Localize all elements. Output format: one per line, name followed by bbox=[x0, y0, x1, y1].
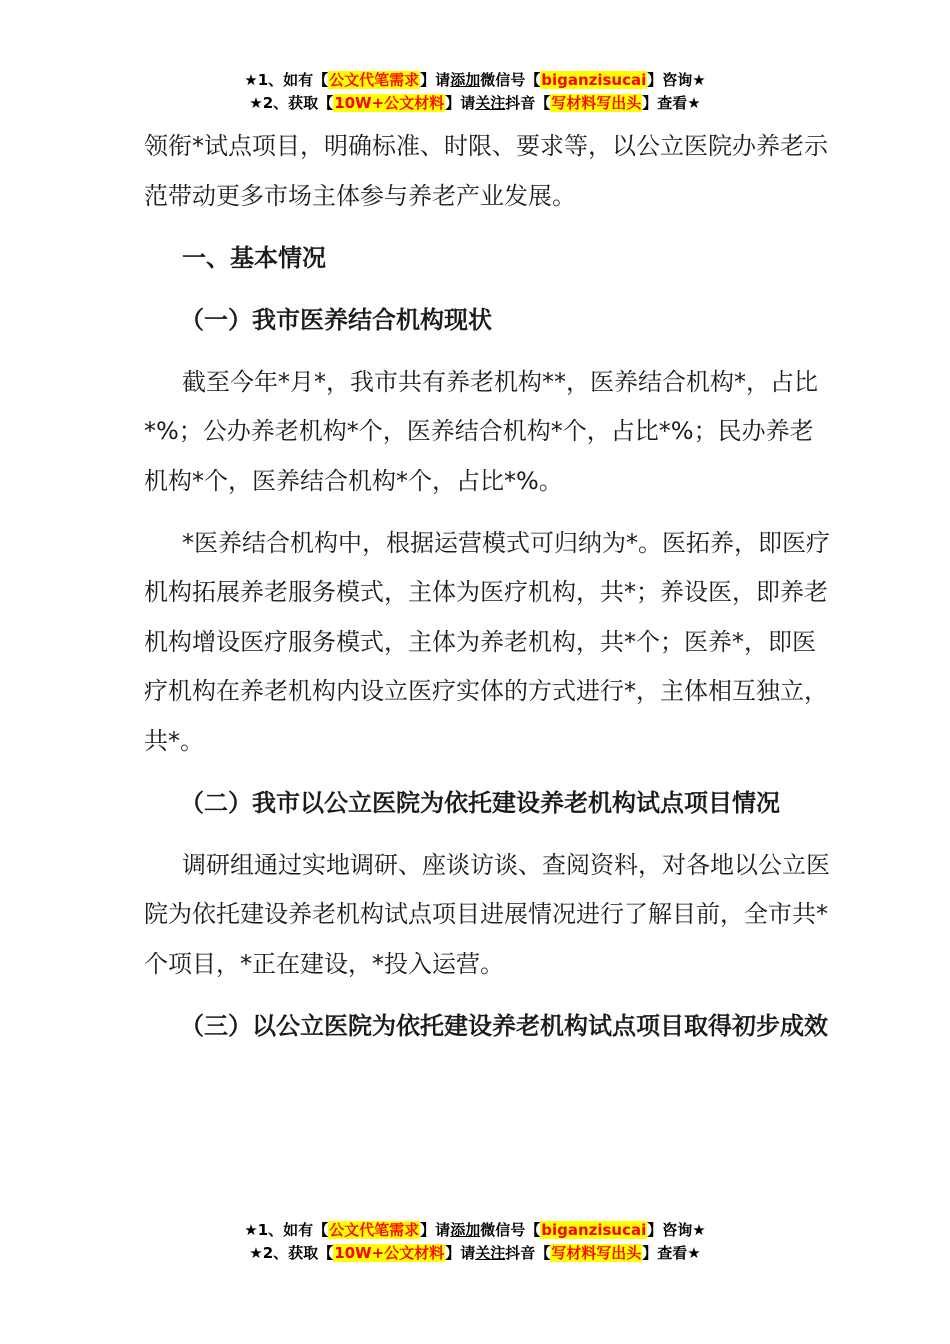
highlight-materials: 10W+公文材料 bbox=[334, 94, 445, 112]
highlight-service: 公文代笔需求 bbox=[329, 71, 420, 89]
paragraph-pilot-projects: 调研组通过实地调研、座谈访谈、查阅资料，对各地以公立医院为依托建设养老机构试点项目进展情况进行了解目前，全市共*个项目，*正在建设，*投入运营。 bbox=[144, 850, 830, 978]
continuation-paragraph: 领衔*试点项目，明确标准、时限、要求等，以公立医院办养老示范带动更多市场主体参与养老产业发展。 bbox=[144, 132, 828, 210]
banner-line-1: ★1、如有【公文代笔需求】请添加微信号【biganzisucai】咨询★ bbox=[244, 1221, 706, 1239]
banner-line-2: ★2、获取【10W+公文材料】请关注抖音【写材料写出头】查看★ bbox=[249, 94, 701, 112]
section-heading-basic-situation: 一、基本情况 bbox=[182, 243, 326, 272]
subsection-heading-1: （一）我市医养结合机构现状 bbox=[180, 305, 492, 334]
subsection-heading-2: （二）我市以公立医院为依托建设养老机构试点项目情况 bbox=[180, 788, 780, 817]
banner-line-2: ★2、获取【10W+公文材料】请关注抖音【写材料写出头】查看★ bbox=[249, 1244, 701, 1262]
header-banner bbox=[0, 69, 950, 115]
paragraph-institution-stats: 截至今年*月*，我市共有养老机构**，医养结合机构*，占比*%；公办养老机构*个，医养结合机构*个，占比*%；民办养老机构*个，医养结合机构*个，占比*%。 bbox=[144, 367, 818, 495]
document-body bbox=[144, 122, 834, 1051]
highlight-wechat-id: biganzisucai bbox=[541, 71, 647, 89]
highlight-materials: 10W+公文材料 bbox=[334, 1244, 445, 1262]
highlight-wechat-id: biganzisucai bbox=[541, 1221, 647, 1239]
highlight-douyin: 写材料写出头 bbox=[551, 94, 642, 112]
paragraph-operating-modes: *医养结合机构中，根据运营模式可归纳为*。医拓养，即医疗机构拓展养老服务模式，主体为医疗机构，共*；养设医，即养老机构增设医疗服务模式，主体为养老机构，共*个；医养*，即医疗机构在养老机构内设立医疗实体的方式进行*，主体相互独立，共*。 bbox=[144, 528, 830, 755]
banner-line-1: ★1、如有【公文代笔需求】请添加微信号【biganzisucai】咨询★ bbox=[244, 71, 706, 89]
footer-banner bbox=[0, 1219, 950, 1265]
highlight-douyin: 写材料写出头 bbox=[551, 1244, 642, 1262]
highlight-service: 公文代笔需求 bbox=[329, 1221, 420, 1239]
subsection-heading-3: （三）以公立医院为依托建设养老机构试点项目取得初步成效 bbox=[180, 1011, 828, 1040]
